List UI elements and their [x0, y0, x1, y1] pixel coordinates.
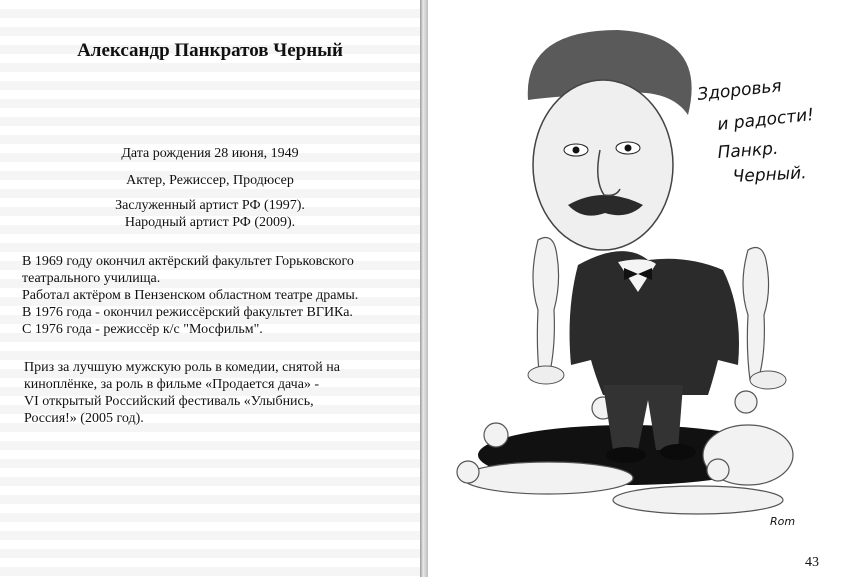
- biography-paragraph: [22, 253, 358, 338]
- figure-head: [735, 391, 757, 413]
- inscription-line: Здоровья: [696, 76, 783, 105]
- pupil-left: [573, 147, 580, 154]
- figure-head: [707, 459, 729, 481]
- roles-line: Актер, Режиссер, Продюсер: [126, 173, 294, 188]
- book-gutter: [420, 0, 428, 577]
- award-line: киноплёнке, за роль в фильме «Продается дача» -: [24, 377, 320, 392]
- left-page: [0, 0, 420, 577]
- reclining-figure: [613, 486, 783, 514]
- figure-head: [484, 423, 508, 447]
- right-page: [428, 0, 852, 577]
- hand-right: [750, 371, 786, 389]
- caricature-illustration: [428, 0, 852, 577]
- award-line: Приз за лучшую мужскую роль в комедии, снятой на: [24, 360, 340, 375]
- reclining-figure: [463, 462, 633, 494]
- hand-left: [528, 366, 564, 384]
- shoe-right: [660, 444, 696, 460]
- bio-line: театрального училища.: [22, 271, 161, 286]
- bio-line: В 1976 года - окончил режиссёрский факультет ВГИКа.: [22, 305, 353, 320]
- pupil-right: [625, 145, 632, 152]
- standing-figure-right: [743, 248, 769, 380]
- inscription-line: Панкр.: [716, 138, 779, 163]
- bio-line: В 1969 году окончил актёрский факультет Горьковского: [22, 254, 354, 269]
- face: [533, 80, 673, 250]
- page-number: 43: [805, 555, 819, 570]
- page-title: Александр Панкратов Черный: [77, 40, 343, 61]
- honor-line-1: Заслуженный артист РФ (1997).: [115, 198, 305, 213]
- bio-line: С 1976 года - режиссёр к/с "Мосфильм".: [22, 322, 263, 337]
- award-line: Россия!» (2005 год).: [24, 411, 144, 426]
- bio-line: Работал актёром в Пензенском областном театре драмы.: [22, 288, 359, 303]
- birth-date: Дата рождения 28 июня, 1949: [121, 146, 299, 161]
- award-line: VI открытый Российский фестиваль «Улыбнись,: [24, 394, 314, 409]
- artist-signature: Rom: [770, 515, 796, 528]
- inscription-line: и радости!: [716, 104, 815, 135]
- suit-jacket: [570, 251, 739, 395]
- standing-figure-left: [533, 238, 559, 380]
- shoe-left: [606, 447, 646, 463]
- inscription-line: Черный.: [732, 163, 808, 187]
- award-paragraph: [24, 359, 340, 427]
- figure-head: [457, 461, 479, 483]
- honor-line-2: Народный артист РФ (2009).: [124, 215, 296, 230]
